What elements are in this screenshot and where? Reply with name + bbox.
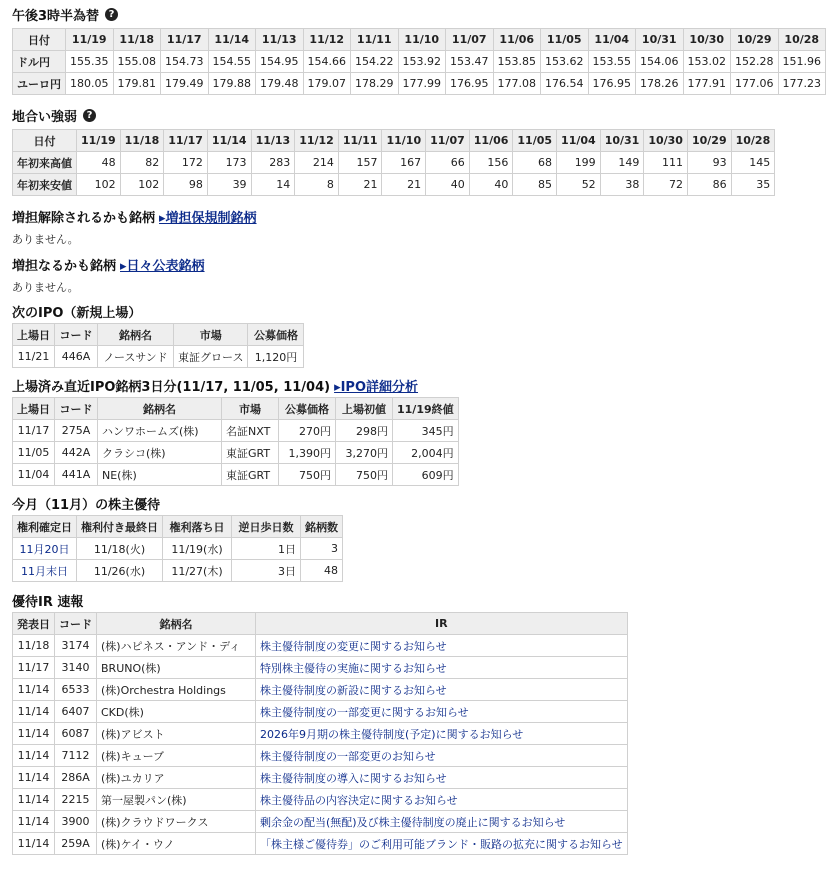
table-cell: 7112 [55,745,97,767]
value-cell: 176.95 [446,73,494,95]
recent-ipo-section [12,376,418,395]
header-date: 10/30 [644,130,688,152]
fx-title-text: 午後3時半為替 [12,9,100,24]
value-cell: 214 [295,152,339,174]
header-date: 11/06 [493,29,541,51]
value-cell: 154.06 [636,51,684,73]
margin-release-title [12,207,257,226]
header-date: 11/11 [351,29,399,51]
fx-table-wrap [12,28,826,95]
value-cell: 153.85 [493,51,541,73]
margin-release-link[interactable]: ▸増担保規制銘柄 [159,211,257,226]
value-cell: 178.29 [351,73,399,95]
company-name: (株)アビスト [97,723,256,745]
table-cell: 11/17 [13,657,55,679]
table-row [13,789,628,811]
yutai-title-text: 今月（11月）の株主優待 [12,498,161,513]
header-row [13,398,459,420]
strength-section [12,106,96,125]
value-cell: 152.28 [731,51,779,73]
header-date: 11/11 [338,130,382,152]
value-cell: 38 [600,174,644,196]
yutai-section [12,494,160,513]
table-cell: ノースサンド [98,346,174,368]
value-cell: 21 [382,174,426,196]
table-cell: 3,270円 [336,442,393,464]
table-cell: 1,390円 [279,442,336,464]
table-cell: 11/21 [13,346,55,368]
value-cell: 179.81 [113,73,161,95]
table-row [13,442,459,464]
table-row [13,723,628,745]
table-cell: 3900 [55,811,97,833]
header-date: 11/06 [469,130,513,152]
table-cell: 259A [55,833,97,855]
column-header: 市場 [174,324,248,346]
recent-ipo-title-text: 上場済み直近IPO銘柄3日分(11/17, 11/05, 11/04) [12,380,331,395]
header-date: 10/31 [600,130,644,152]
value-cell: 68 [513,152,557,174]
header-date: 10/31 [636,29,684,51]
table-cell: 446A [55,346,98,368]
header-date: 11/18 [120,130,164,152]
company-name: (株)ケイ・ウノ [97,833,256,855]
table-cell: 東証GRT [222,464,279,486]
table-cell: 3日 [232,560,301,582]
fx-table [12,28,826,95]
header-date: 11/19 [77,130,121,152]
table-cell: 609円 [393,464,459,486]
value-cell: 154.22 [351,51,399,73]
strength-title-text: 地合い強弱 [12,110,78,125]
value-cell: 176.54 [541,73,589,95]
row-label: 年初来安値 [13,174,77,196]
header-date: 11/07 [426,130,470,152]
value-cell: 82 [120,152,164,174]
row-label: ユーロ円 [13,73,66,95]
ir-link[interactable]: 2026年9月期の株主優待制度(予定)に関するお知らせ [256,723,628,745]
column-header: 上場初値 [336,398,393,420]
ir-link[interactable]: 株主優待制度の新設に関するお知らせ [256,679,628,701]
fx-section [12,5,118,24]
company-name[interactable]: NE(株) [98,464,222,486]
company-name: (株)ユカリア [97,767,256,789]
table-row [13,701,628,723]
value-cell: 177.06 [731,73,779,95]
column-header: 銘柄名 [98,398,222,420]
value-cell: 111 [644,152,688,174]
column-header: 市場 [222,398,279,420]
value-cell: 157 [338,152,382,174]
table-cell: 1日 [232,538,301,560]
table-cell: 750円 [279,464,336,486]
company-name: 第一屋製パン(株) [97,789,256,811]
help-icon[interactable]: ? [105,8,118,21]
table-cell: 48 [301,560,343,582]
ir-link[interactable]: 株主優待品の内容決定に関するお知らせ [256,789,628,811]
ipo-analysis-link[interactable]: ▸IPO詳細分析 [334,380,419,395]
value-cell: 52 [557,174,601,196]
table-cell: 750円 [336,464,393,486]
value-cell: 154.95 [256,51,304,73]
fx-title [12,5,118,24]
value-cell: 66 [426,152,470,174]
column-header: 権利確定日 [13,516,77,538]
header-date: 11/04 [557,130,601,152]
value-cell: 199 [557,152,601,174]
header-date-label: 日付 [13,130,77,152]
margin-release-section [12,207,257,247]
value-cell: 179.48 [256,73,304,95]
table-row [13,833,628,855]
ir-link[interactable]: 特別株主優待の実施に関するお知らせ [256,657,628,679]
table-row [13,745,628,767]
table-cell: 3140 [55,657,97,679]
header-date: 11/13 [251,130,295,152]
value-cell: 48 [77,152,121,174]
header-date: 10/28 [731,130,775,152]
yutai-table [12,515,343,582]
company-name: (株)クラウドワークス [97,811,256,833]
ir-link[interactable]: 「株主様ご優待券」のご利用可能ブランド・販路の拡充に関するお知らせ [256,833,628,855]
table-cell: 275A [55,420,98,442]
ir-link[interactable]: 株主優待制度の変更に関するお知らせ [256,635,628,657]
row-label: ドル円 [13,51,66,73]
table-cell: 11/14 [13,833,55,855]
company-name: (株)キューブ [97,745,256,767]
column-header: 権利付き最終日 [77,516,163,538]
header-row [13,130,775,152]
value-cell: 154.73 [161,51,209,73]
strength-title [12,106,96,125]
header-date: 11/17 [164,130,208,152]
value-cell: 177.91 [683,73,731,95]
table-cell: 11/18 [13,635,55,657]
value-cell: 72 [644,174,688,196]
row-label: 年初来高値 [13,152,77,174]
value-cell: 145 [731,152,775,174]
table-cell: 11/14 [13,811,55,833]
ir-news-section [12,591,83,610]
value-cell: 156 [469,152,513,174]
margin-add-none: ありません。 [12,281,79,294]
table-cell: 11/18(火) [77,538,163,560]
value-cell: 21 [338,174,382,196]
value-cell: 176.95 [588,73,636,95]
header-date: 11/04 [588,29,636,51]
column-header: 上場日 [13,398,55,420]
column-header: IR [256,613,628,635]
header-date: 10/29 [687,130,731,152]
table-cell: 270円 [279,420,336,442]
table-row [13,657,628,679]
value-cell: 14 [251,174,295,196]
ir-news-table [12,612,628,855]
table-row [13,73,826,95]
table-cell: 6087 [55,723,97,745]
margin-add-title-text: 増担なるかも銘柄 [12,259,117,274]
value-cell: 102 [120,174,164,196]
company-name: (株)Orchestra Holdings [97,679,256,701]
column-header: 発表日 [13,613,55,635]
table-row [13,420,459,442]
table-cell: 11/14 [13,701,55,723]
value-cell: 35 [731,174,775,196]
header-row [13,516,343,538]
value-cell: 86 [687,174,731,196]
table-row [13,346,304,368]
value-cell: 155.08 [113,51,161,73]
ir-news-title [12,591,83,610]
value-cell: 39 [207,174,251,196]
table-cell: 6533 [55,679,97,701]
yutai-table-wrap [12,515,343,582]
table-row [13,51,826,73]
header-date: 11/10 [398,29,446,51]
value-cell: 85 [513,174,557,196]
table-row [13,152,775,174]
record-date-link[interactable]: 11月20日 [13,538,77,560]
margin-add-title [12,255,205,274]
table-cell: 東証GRT [222,442,279,464]
value-cell: 8 [295,174,339,196]
next-ipo-title [12,302,141,321]
column-header: 公募価格 [248,324,304,346]
column-header: 逆日歩日数 [232,516,301,538]
header-date: 10/29 [731,29,779,51]
table-cell: 11/04 [13,464,55,486]
table-cell: 345円 [393,420,459,442]
header-date: 10/30 [683,29,731,51]
header-date-label: 日付 [13,29,66,51]
margin-add-section [12,255,205,295]
table-row [13,538,343,560]
column-header: 銘柄名 [97,613,256,635]
table-row [13,560,343,582]
header-date: 11/07 [446,29,494,51]
header-date: 11/12 [295,130,339,152]
value-cell: 40 [469,174,513,196]
margin-release-none: ありません。 [12,233,79,246]
company-name[interactable]: クラシコ(株) [98,442,222,464]
next-ipo-table [12,323,304,368]
value-cell: 149 [600,152,644,174]
recent-ipo-table [12,397,459,486]
help-icon[interactable]: ? [83,109,96,122]
table-cell: 11/27(木) [163,560,232,582]
ir-link[interactable]: 株主優待制度の一部変更のお知らせ [256,745,628,767]
recent-ipo-table-wrap [12,397,459,486]
value-cell: 153.02 [683,51,731,73]
header-row [13,613,628,635]
header-date: 11/05 [513,130,557,152]
header-date: 11/12 [303,29,351,51]
next-ipo-title-text: 次のIPO（新規上場） [12,306,142,321]
value-cell: 179.88 [208,73,256,95]
table-cell: 11/14 [13,745,55,767]
margin-release-title-text: 増担解除されるかも銘柄 [12,211,156,226]
value-cell: 180.05 [66,73,114,95]
value-cell: 172 [164,152,208,174]
table-cell: 2215 [55,789,97,811]
table-row [13,679,628,701]
table-cell: 11/14 [13,679,55,701]
value-cell: 179.07 [303,73,351,95]
table-cell: 1,120円 [248,346,304,368]
table-cell: 11/14 [13,723,55,745]
column-header: コード [55,398,98,420]
company-name: CKD(株) [97,701,256,723]
column-header: 銘柄名 [98,324,174,346]
ir-news-table-wrap [12,612,628,855]
table-row [13,174,775,196]
value-cell: 151.96 [778,51,826,73]
value-cell: 154.66 [303,51,351,73]
column-header: コード [55,324,98,346]
table-cell: 11/05 [13,442,55,464]
table-cell: 11/14 [13,789,55,811]
header-date: 11/19 [66,29,114,51]
strength-table-wrap [12,129,775,196]
table-cell: 286A [55,767,97,789]
table-cell: 441A [55,464,98,486]
table-cell: 442A [55,442,98,464]
company-name: BRUNO(株) [97,657,256,679]
column-header: 公募価格 [279,398,336,420]
table-cell: 298円 [336,420,393,442]
value-cell: 153.55 [588,51,636,73]
header-row [13,29,826,51]
value-cell: 177.99 [398,73,446,95]
column-header: 11/19終値 [393,398,459,420]
ir-news-title-text: 優待IR 速報 [12,595,84,610]
table-cell: 11/19(水) [163,538,232,560]
value-cell: 167 [382,152,426,174]
header-date: 11/14 [207,130,251,152]
table-cell: 3174 [55,635,97,657]
header-date: 11/14 [208,29,256,51]
value-cell: 102 [77,174,121,196]
value-cell: 98 [164,174,208,196]
table-row [13,464,459,486]
table-cell: 東証グロース [174,346,248,368]
ir-link[interactable]: 剰余金の配当(無配)及び株主優待制度の廃止に関するお知らせ [256,811,628,833]
header-date: 11/18 [113,29,161,51]
value-cell: 93 [687,152,731,174]
column-header: 銘柄数 [301,516,343,538]
table-cell: 11/14 [13,767,55,789]
table-row [13,811,628,833]
ir-link[interactable]: 株主優待制度の導入に関するお知らせ [256,767,628,789]
header-date: 11/13 [256,29,304,51]
next-ipo-table-wrap [12,323,304,368]
next-ipo-section [12,302,141,321]
table-row [13,635,628,657]
value-cell: 153.62 [541,51,589,73]
table-cell: 11/17 [13,420,55,442]
table-cell: 名証NXT [222,420,279,442]
value-cell: 155.35 [66,51,114,73]
value-cell: 283 [251,152,295,174]
table-cell: 11/26(水) [77,560,163,582]
value-cell: 179.49 [161,73,209,95]
company-name: (株)ハピネス・アンド・ディ [97,635,256,657]
value-cell: 40 [426,174,470,196]
table-cell: 2,004円 [393,442,459,464]
record-date-link[interactable]: 11月末日 [13,560,77,582]
column-header: 権利落ち日 [163,516,232,538]
column-header: 上場日 [13,324,55,346]
column-header: コード [55,613,97,635]
recent-ipo-title [12,376,418,395]
value-cell: 177.23 [778,73,826,95]
header-date: 11/17 [161,29,209,51]
value-cell: 173 [207,152,251,174]
value-cell: 153.92 [398,51,446,73]
table-cell: 6407 [55,701,97,723]
value-cell: 154.55 [208,51,256,73]
value-cell: 178.26 [636,73,684,95]
header-row [13,324,304,346]
header-date: 11/10 [382,130,426,152]
margin-add-link[interactable]: ▸日々公表銘柄 [120,259,205,274]
ir-link[interactable]: 株主優待制度の一部変更に関するお知らせ [256,701,628,723]
yutai-title [12,494,160,513]
value-cell: 153.47 [446,51,494,73]
header-date: 10/28 [778,29,826,51]
company-name[interactable]: ハンワホームズ(株) [98,420,222,442]
header-date: 11/05 [541,29,589,51]
table-row [13,767,628,789]
strength-table [12,129,775,196]
table-cell: 3 [301,538,343,560]
value-cell: 177.08 [493,73,541,95]
